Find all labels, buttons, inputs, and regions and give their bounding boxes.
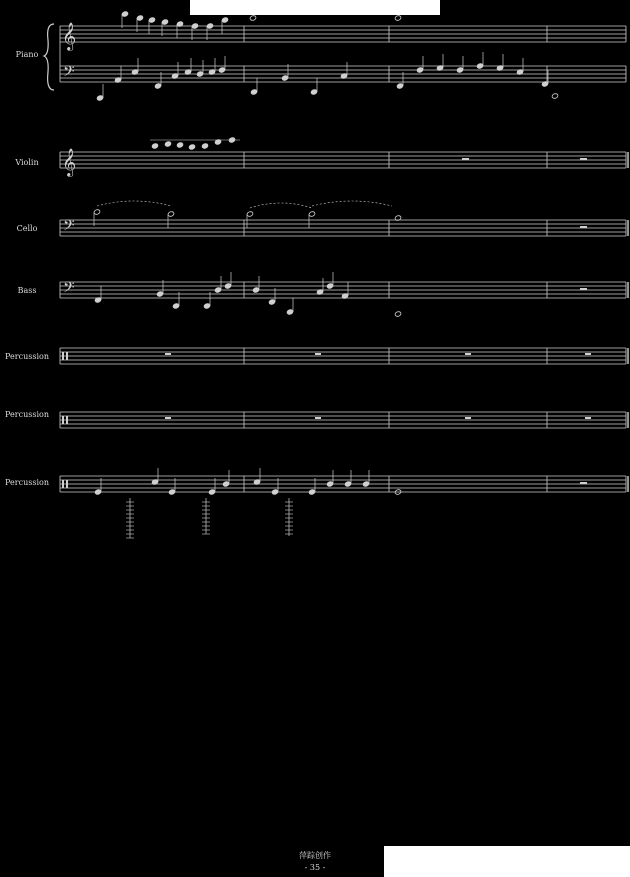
- bass-clef-icon: 𝄢: [63, 63, 75, 84]
- piano-whole-note: [394, 15, 401, 21]
- bass-clef-icon: 𝄢: [63, 279, 75, 300]
- page-number: - 35 -: [304, 863, 326, 872]
- piano-note: [281, 75, 288, 81]
- percussion-note: [362, 481, 369, 487]
- whole-rest-icon: [580, 288, 587, 290]
- whole-rest-icon: [465, 353, 471, 355]
- violin-note: [151, 143, 158, 149]
- instrument-label-percussion-2: Percussion: [5, 410, 49, 419]
- piano-note: [476, 63, 483, 69]
- percussion-note: [308, 489, 315, 495]
- bass-note: [326, 283, 333, 289]
- bass-note: [224, 283, 231, 289]
- bass-note: [252, 287, 259, 293]
- cello-slur: [250, 203, 312, 208]
- bass-whole-note: [394, 311, 401, 317]
- cello-half-note: [308, 211, 315, 217]
- percussion-clef-icon: [66, 480, 68, 488]
- instrument-label-piano: Piano: [15, 50, 39, 59]
- piano-note: [218, 67, 225, 73]
- cello-slur: [97, 201, 171, 206]
- bass-clef-icon: 𝄢: [63, 217, 75, 238]
- piano-note: [416, 67, 423, 73]
- piano-note: [191, 23, 198, 29]
- percussion-clef-icon: [62, 480, 64, 488]
- piano-brace: [44, 24, 54, 90]
- footer: [0, 850, 630, 874]
- piano-note: [250, 89, 257, 95]
- percussion-note: [271, 489, 278, 495]
- piano-note: [396, 83, 403, 89]
- bass-note: [203, 303, 210, 309]
- piano-note: [456, 67, 463, 73]
- piano-note: [136, 15, 143, 21]
- bass-note: [286, 309, 293, 315]
- bass-note: [268, 299, 275, 305]
- piano-whole-note: [551, 93, 558, 99]
- percussion-clef-icon: [62, 416, 64, 424]
- percussion-clef-icon: [66, 352, 68, 360]
- cello-slur: [312, 201, 392, 206]
- piano-note: [121, 11, 128, 17]
- percussion-note: [222, 481, 229, 487]
- bass-note: [172, 303, 179, 309]
- percussion-note: [94, 489, 101, 495]
- violin-note: [201, 143, 208, 149]
- piano-note: [206, 23, 213, 29]
- whole-rest-icon: [465, 417, 471, 419]
- violin-note: [188, 144, 195, 150]
- cello-half-note: [167, 211, 174, 217]
- whole-rest-icon: [585, 417, 591, 419]
- percussion-note: [208, 489, 215, 495]
- whole-rest-icon: [585, 353, 591, 355]
- whole-rest-icon: [315, 353, 321, 355]
- piano-note: [310, 89, 317, 95]
- instrument-label-violin: Violin: [15, 158, 39, 167]
- whole-rest-icon: [462, 158, 469, 160]
- percussion-note: [168, 489, 175, 495]
- percussion-note: [344, 481, 351, 487]
- whole-rest-icon: [580, 158, 587, 160]
- footer-credit: 萍踪创作: [299, 851, 331, 860]
- piano-note: [196, 71, 203, 77]
- instrument-label-cello: Cello: [16, 224, 38, 233]
- instrument-label-percussion-3: Percussion: [5, 478, 49, 487]
- instrument-label-bass: Bass: [17, 286, 37, 295]
- whole-rest-icon: [315, 417, 321, 419]
- piano-note: [148, 17, 155, 23]
- whole-rest-icon: [165, 417, 171, 419]
- piano-note: [154, 83, 161, 89]
- piano-note: [221, 17, 228, 23]
- piano-note: [96, 95, 103, 101]
- violin-note: [164, 141, 171, 147]
- bass-note: [156, 291, 163, 297]
- piano-whole-note: [249, 15, 256, 21]
- bass-note: [214, 287, 221, 293]
- cello-half-note: [246, 211, 253, 217]
- whole-rest-icon: [165, 353, 171, 355]
- treble-clef-icon: 𝄞: [62, 148, 77, 176]
- whole-rest-icon: [580, 226, 587, 228]
- percussion-clef-icon: [62, 352, 64, 360]
- treble-clef-icon: 𝄞: [62, 22, 77, 50]
- percussion-clef-icon: [66, 416, 68, 424]
- instrument-label-percussion-1: Percussion: [5, 352, 49, 361]
- cello-half-note: [93, 209, 100, 215]
- whole-rest-icon: [580, 482, 587, 484]
- piano-note: [161, 19, 168, 25]
- percussion-note: [326, 481, 333, 487]
- violin-note: [176, 142, 183, 148]
